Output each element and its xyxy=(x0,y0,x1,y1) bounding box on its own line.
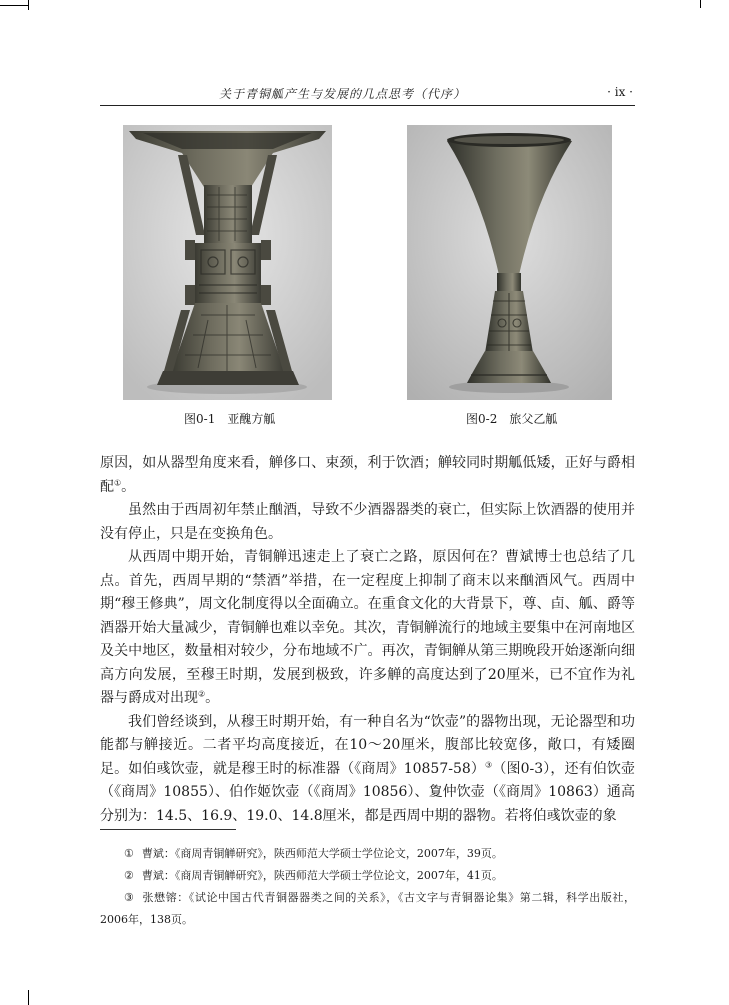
figure-2-caption: 图0-2 旅父乙觚 xyxy=(466,412,558,426)
figure-1-photo xyxy=(123,125,332,400)
text-segment: 。 xyxy=(121,478,136,495)
square-gu-vessel-icon xyxy=(123,125,332,400)
round-gu-vessel-icon xyxy=(407,125,612,400)
text-segment: 。 xyxy=(205,690,220,706)
paragraph xyxy=(100,711,635,829)
footnote xyxy=(100,887,635,931)
text-segment: 我们曾经谈到，从穆王时期开始，有一种自名为“饮壶”的器物出现，无论器型和功能都与觯接近。二者平均高度接近，在10～20厘米，腹部比较宽侈，敞口，有矮圈足。如伯彧饮壶，就是穆王时的标准器（《商周》10857-58） xyxy=(100,713,635,777)
crop-mark xyxy=(700,0,701,8)
footnote xyxy=(100,843,635,865)
footnote-ref[interactable]: ② xyxy=(198,689,206,699)
paragraph xyxy=(100,452,635,499)
footnote-ref[interactable]: ③ xyxy=(485,759,493,769)
footnote-mark: ② xyxy=(124,869,134,882)
footnotes xyxy=(100,843,635,931)
page-number: · ix · xyxy=(607,85,633,99)
footnote-mark: ① xyxy=(124,847,134,860)
footnote-text: 曹斌：《商周青铜觯研究》，陕西师范大学硕士学位论文，2007年，39页。 xyxy=(141,847,503,860)
paragraph xyxy=(100,499,635,546)
body-text xyxy=(100,452,635,828)
figure-2-photo xyxy=(407,125,612,400)
running-header xyxy=(100,83,635,106)
paragraph xyxy=(100,546,635,711)
footnote-ref[interactable]: ① xyxy=(114,477,122,487)
figure-1-caption: 图0-1 亚醜方觚 xyxy=(184,412,276,426)
crop-mark xyxy=(0,5,28,6)
footnote xyxy=(100,865,635,887)
footnote-text: 张懋镕：《试论中国古代青铜器器类之间的关系》，《古文字与青铜器论集》第二辑，科学出版社，2006年，138页。 xyxy=(100,891,635,926)
text-segment: 虽然由于西周初年禁止酗酒，导致不少酒器器类的衰亡，但实际上饮酒器的使用并没有停止，只是在变换角色。 xyxy=(100,502,635,542)
crop-mark xyxy=(28,990,29,1005)
crop-mark xyxy=(28,0,29,10)
text-segment: 从西周中期开始，青铜觯迅速走上了衰亡之路，原因何在？曹斌博士也总结了几点。首先，西周早期的“禁酒”举措，在一定程度上抑制了商末以来酗酒风气。西周中期“穆王修典”，周文化制度得以全面确立。在重食文化的大背景下，尊、卣、觚、爵等酒器开始大量减少，青铜觯也难以幸免。其次，青铜觯流行的地域主要集中在河南地区及关中地区，数量相对较少，分布地域不广。再次，青铜觯从第三期晚段开始逐渐向细高方向发展，至穆王时期，发展到极致，许多觯的高度达到了20厘米，已不宜作为礼器与爵成对出现 xyxy=(100,549,635,706)
footnote-text: 曹斌：《商周青铜觯研究》，陕西师范大学硕士学位论文，2007年，41页。 xyxy=(141,869,503,882)
footnote-divider xyxy=(100,829,236,830)
text-segment: 原因，如从器型角度来看，觯侈口、束颈，利于饮酒；觯较同时期觚低矮，正好与爵相配 xyxy=(100,455,635,495)
text-segment: （图0-3），还有伯饮壶（《商周》10855）、伯作姬饮壶（《商周》10856）、夐仲饮壶（《商周》10863）通高分别为：14.5、16.9、19.0、14.8厘米，都是西周中期的器物。若将伯彧饮壶的象 xyxy=(100,760,635,824)
footnote-mark: ③ xyxy=(124,891,135,904)
header-title: 关于青铜觚产生与发展的几点思考（代序） xyxy=(218,87,466,101)
